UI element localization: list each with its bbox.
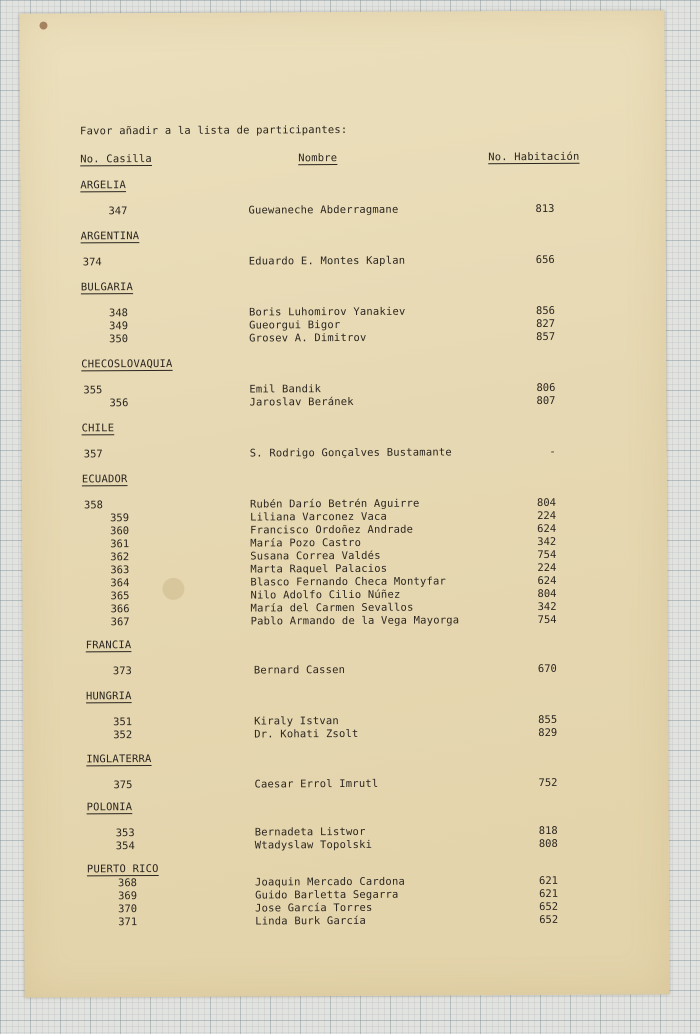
participant-name: Pablo Armando de la Vega Mayorga <box>250 614 460 628</box>
participant-name: Wtadyslaw Topolski <box>254 838 373 852</box>
casilla-number: 362 <box>110 551 130 564</box>
room-number: 752 <box>538 776 558 789</box>
room-number: 754 <box>537 613 557 626</box>
room-number: 827 <box>536 317 556 330</box>
casilla-number: 369 <box>118 890 138 903</box>
casilla-number: 363 <box>110 564 130 577</box>
participant-name: Guido Barletta Segarra <box>255 888 399 902</box>
participant-name: Liliana Varconez Vaca <box>250 510 388 524</box>
participant-name: Bernadeta Listwor <box>254 825 366 839</box>
participant-name: Nilo Adolfo Cilio Núñez <box>250 588 401 602</box>
casilla-number: 349 <box>109 320 129 333</box>
participant-name: Bernard Cassen <box>253 663 346 677</box>
casilla-number: 357 <box>83 448 103 461</box>
participant-name: Grosev A. Dimitrov <box>249 331 367 345</box>
country-heading: INGLATERRA <box>86 753 152 766</box>
participant-name: Jaroslav Beránek <box>249 395 354 409</box>
casilla-number: 368 <box>117 877 137 890</box>
participant-name: Francisco Ordoñez Andrade <box>250 523 414 537</box>
participant-name: Caesar Errol Imrutl <box>254 777 379 791</box>
participant-name: María Pozo Castro <box>250 536 362 550</box>
casilla-number: 351 <box>113 716 133 729</box>
paper-sheet <box>19 10 669 997</box>
room-number: 224 <box>537 561 557 574</box>
room-number: 808 <box>538 837 558 850</box>
participant-name: S. Rodrigo Gonçalves Bustamante <box>249 446 452 460</box>
participant-name: Marta Raquel Palacios <box>250 562 388 576</box>
room-number: 829 <box>538 726 558 739</box>
room-number: 807 <box>536 394 556 407</box>
country-heading: POLONIA <box>86 801 133 814</box>
country-heading: ARGENTINA <box>80 230 140 243</box>
room-number: 342 <box>537 535 557 548</box>
casilla-number: 366 <box>110 603 130 616</box>
country-heading: ARGELIA <box>80 179 127 192</box>
casilla-number: 370 <box>118 903 138 916</box>
room-number: 624 <box>537 574 557 587</box>
participant-name: Linda Burk García <box>255 914 367 928</box>
room-number: - <box>549 445 556 458</box>
participant-name: María del Carmen Sevallos <box>250 601 414 615</box>
casilla-number: 364 <box>110 577 130 590</box>
room-number: 857 <box>536 330 556 343</box>
room-number: 813 <box>535 202 555 215</box>
casilla-number: 350 <box>109 333 129 346</box>
participant-name: Gueorgui Bigor <box>249 319 341 332</box>
participant-name: Blasco Fernando Checa Montyfar <box>250 575 447 589</box>
room-number: 818 <box>538 824 558 837</box>
room-number: 342 <box>537 600 557 613</box>
header-habitacion: No. Habitación <box>488 150 580 164</box>
participant-name: Joaquin Mercado Cardona <box>254 875 406 889</box>
participant-name: Rubén Darío Betrén Aguirre <box>249 497 420 511</box>
casilla-number: 347 <box>108 205 128 218</box>
country-heading: ECUADOR <box>81 473 128 486</box>
casilla-number: 352 <box>113 729 133 742</box>
casilla-number: 358 <box>83 499 104 512</box>
casilla-number: 365 <box>110 590 130 603</box>
room-number: 856 <box>535 304 556 317</box>
casilla-number: 367 <box>110 616 130 629</box>
room-number: 624 <box>537 522 557 535</box>
room-number: 224 <box>537 509 557 522</box>
room-number: 621 <box>539 887 559 900</box>
participant-name: Boris Luhomirov Yanakiev <box>248 305 406 319</box>
room-number: 652 <box>539 900 559 913</box>
casilla-number: 353 <box>115 827 135 840</box>
country-heading: FRANCIA <box>85 639 132 652</box>
participant-name: Guewaneche Abderragmane <box>248 203 399 217</box>
participant-name: Kiraly Istvan <box>254 715 339 728</box>
participant-name: Eduardo E. Montes Kaplan <box>248 254 406 268</box>
casilla-number: 356 <box>109 397 129 410</box>
room-number: 621 <box>538 874 559 887</box>
paper-mark <box>39 22 47 30</box>
participant-name: Emil Bandik <box>249 383 322 396</box>
room-number: 806 <box>536 381 556 394</box>
casilla-number: 373 <box>112 665 132 678</box>
casilla-number: 371 <box>118 916 138 929</box>
casilla-number: 361 <box>110 538 130 551</box>
country-heading: PUERTO RICO <box>86 862 159 876</box>
room-number: 754 <box>537 548 557 561</box>
casilla-number: 375 <box>113 779 133 792</box>
country-heading: HUNGRIA <box>85 690 132 703</box>
room-number: 652 <box>539 913 559 926</box>
paper-stain <box>162 578 184 600</box>
room-number: 670 <box>537 662 557 675</box>
header-nombre: Nombre <box>298 152 338 165</box>
intro-text: Favor añadir a la lista de participantes: <box>80 123 348 138</box>
room-number: 855 <box>538 713 558 726</box>
casilla-number: 374 <box>82 256 102 269</box>
room-number: 804 <box>536 496 557 509</box>
room-number: 656 <box>535 253 555 266</box>
room-number: 804 <box>537 587 557 600</box>
casilla-number: 348 <box>108 307 128 320</box>
country-heading: CHECOSLOVAQUIA <box>81 357 173 371</box>
participant-name: Jose García Torres <box>255 901 373 915</box>
header-casilla: No. Casilla <box>80 153 152 166</box>
casilla-number: 360 <box>110 525 130 538</box>
casilla-number: 354 <box>115 840 135 853</box>
casilla-number: 359 <box>110 512 130 525</box>
casilla-number: 355 <box>83 384 103 397</box>
country-heading: CHILE <box>81 422 115 435</box>
participant-name: Susana Correa Valdés <box>250 549 381 563</box>
participant-name: Dr. Kohati Zsolt <box>254 727 359 741</box>
country-heading: BULGARIA <box>80 281 134 294</box>
